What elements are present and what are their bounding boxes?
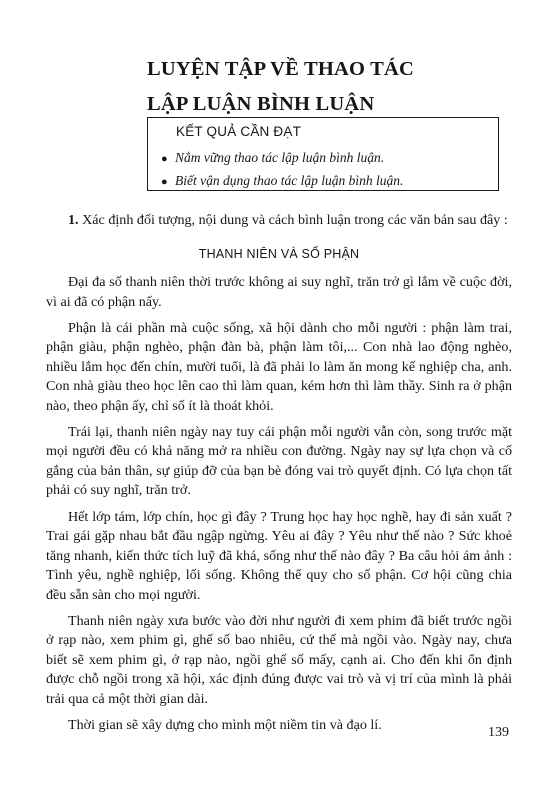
learning-goal-text: Biết vận dụng thao tác lập luận bình luận. (175, 173, 404, 188)
reading-paragraph: Trái lại, thanh niên ngày nay tuy cái phận mỗi người vẫn còn, song trước mặt mọi người đều có khả năng mở ra nhiều con đường. Ngày nay sự lựa chọn và cố gắng của bản thân, sự giúp đỡ của bạn bè đóng vai trò quyết định. Có lựa chọn tất phải có suy nghĩ, trăn trở. (46, 423, 512, 499)
bullet-icon: ● (161, 153, 168, 165)
page-number: 139 (488, 725, 509, 740)
learning-goal-item (161, 147, 403, 170)
learning-goal-item (161, 170, 403, 193)
learning-goals-box (147, 117, 499, 191)
lesson-title-line-2: LẬP LUẬN BÌNH LUẬN (147, 93, 375, 115)
learning-goals-list (161, 147, 403, 193)
reading-paragraph: Hết lớp tám, lớp chín, học gì đây ? Trung học hay học nghề, hay đi sản xuất ? Trai gái gặp nhau bắt đầu ngập ngừng. Yêu ai đây ? Yêu như thế nào ? Sức khoẻ tăng nhanh, kiến thức tích luỹ đã khá, sống như thế nào đây ? Ba câu hỏi ám ảnh : Tình yêu, nghề nghiệp, lối sống. Không thể quy cho số phận. Cơ hội cũng chia đều sẵn sàn cho mọi người. (46, 508, 512, 603)
exercise-prompt: Xác định đối tượng, nội dung và cách bình luận trong các văn bản sau đây : (82, 212, 508, 228)
lesson-title-line-1: LUYỆN TẬP VỀ THAO TÁC (147, 58, 414, 80)
learning-goals-heading: KẾT QUẢ CẦN ĐẠT (176, 124, 302, 139)
bullet-icon: ● (161, 176, 168, 188)
exercise-number: 1. (68, 212, 79, 228)
page-content (46, 211, 512, 742)
lesson-title (147, 52, 414, 122)
reading-paragraph: Thanh niên ngày xưa bước vào đời như người đi xem phim đã biết trước ngồi ở rạp nào, xem phim gì, ghế số bao nhiêu, cứ thế mà ngồi vào. Ngày nay, chưa biết sẽ xem phim gì, ở rạp nào, ngồi ghế số mấy, cạnh ai. Cho đến khi ổn định được chỗ ngồi trong xã hội, xác định đúng được vai trò và vị trí của mình là phải trải qua cả một thời gian dài. (46, 612, 512, 707)
exercise-question (46, 211, 512, 231)
reading-paragraph: Phận là cái phần mà cuộc sống, xã hội dành cho mỗi người : phận làm trai, phận giàu, phận nghèo, phận đàn bà, phận làm tôi,... Con nhà lao động nghèo, nhiều lắm học đến chín, mười tuổi, là đã phải lo làm ăn mong kế nghiệp cha, anh. Con nhà giàu theo học lên cao thì làm quan, kém hơn thì làm thầy. Sinh ra ở phận nào, theo phận ấy, chỉ số ít là thoát khỏi. (46, 319, 512, 414)
reading-paragraph: Thời gian sẽ xây dựng cho mình một niềm tin và đạo lí. (68, 716, 382, 733)
reading-paragraph: Đại đa số thanh niên thời trước không ai suy nghĩ, trăn trở gì lắm về cuộc đời, vì ai đã có phận nấy. (46, 274, 512, 310)
learning-goal-text: Nắm vững thao tác lập luận bình luận. (175, 150, 385, 165)
reading-title: THANH NIÊN VÀ SỐ PHẬN (198, 246, 360, 261)
